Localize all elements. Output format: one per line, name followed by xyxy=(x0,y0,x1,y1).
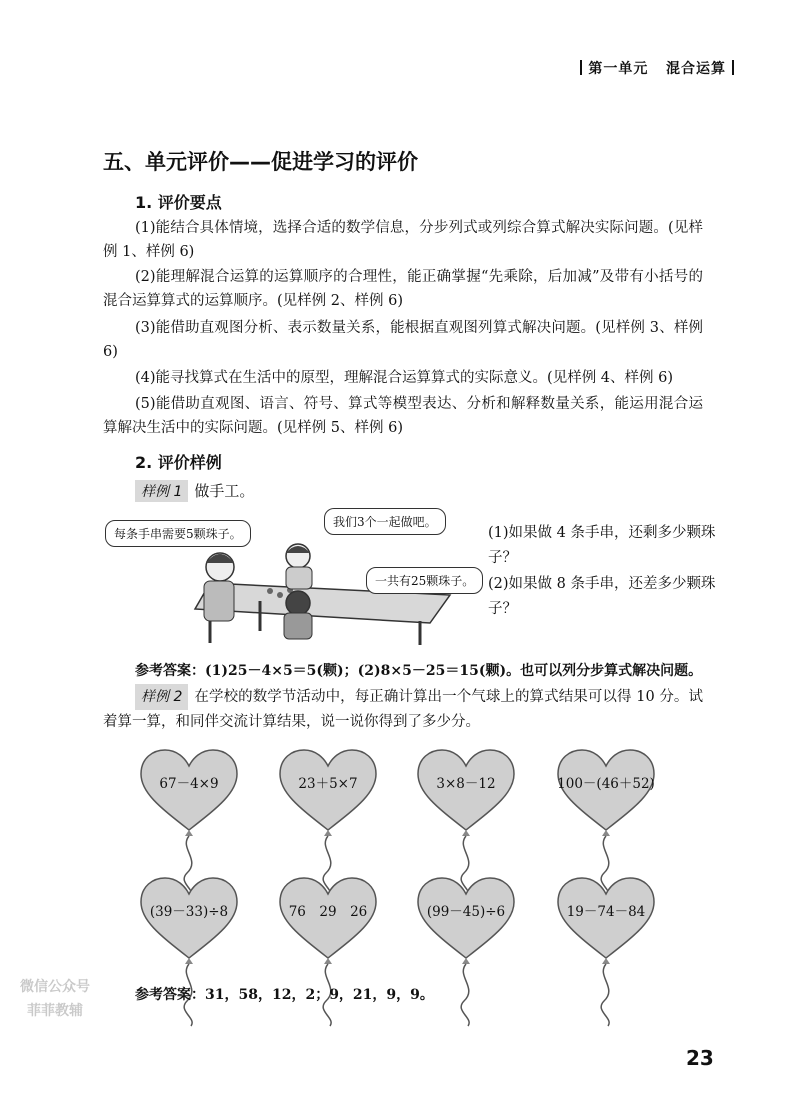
sample-1-question-2: (2)如果做 8 条手串，还差多少颗珠子？ xyxy=(488,576,716,617)
sample-1-text: 做手工。 xyxy=(194,482,255,500)
header-bar-left xyxy=(580,60,582,75)
balloon-expression: (39－33)÷8 xyxy=(149,904,229,920)
balloon-expression: 100－(46＋52) xyxy=(557,776,655,792)
balloon-expression: 23＋5×7 xyxy=(298,776,358,792)
point-3: (3)能借助直观图分析、表示数量关系，能根据直观图列算式解决问题。(见样例 3、样例 6) xyxy=(103,320,703,360)
sample-1-question-1: (1)如果做 4 条手串，还剩多少颗珠子？ xyxy=(488,525,716,566)
balloon-expression: 3×8－12 xyxy=(436,776,496,792)
heading-evaluation-points: 1. 评价要点 xyxy=(135,193,222,212)
page-number: 23 xyxy=(686,1046,714,1070)
sample-2-answer: 参考答案：31，58，12，2；9，21，9，9。 xyxy=(135,987,434,1003)
sample-1-tag: 样例 1 xyxy=(135,480,188,502)
header-bar-right xyxy=(732,60,734,75)
sample-1-answer: 参考答案：(1)25－4×5＝5(颗)；(2)8×5－25＝15(颗)。也可以列分步算式解决问题。 xyxy=(135,663,703,679)
balloon-7 xyxy=(416,876,516,1031)
heading-evaluation-samples: 2. 评价样例 xyxy=(135,453,222,472)
balloon-expression: 19－74－84 xyxy=(566,904,646,920)
speech-bubble-2: 我们3个一起做吧。 xyxy=(324,508,446,535)
point-4: (4)能寻找算式在生活中的原型，理解混合运算算式的实际意义。(见样例 4、样例 6) xyxy=(135,370,674,386)
point-2: (2)能理解混合运算的运算顺序的合理性，能正确掌握“先乘除，后加减”及带有小括号的混合运算算式的运算顺序。(见样例 2、样例 6) xyxy=(103,269,703,309)
watermark xyxy=(20,975,90,1023)
sample-2-tag: 样例 2 xyxy=(135,684,188,710)
balloon-expression: 76 29 26 xyxy=(288,904,368,920)
header-topic: 混合运算 xyxy=(666,61,726,77)
header-unit: 第一单元 xyxy=(588,61,649,77)
point-5: (5)能借助直观图、语言、符号、算式等模型表达、分析和解释数量关系，能运用混合运算解决生活中的实际问题。(见样例 5、样例 6) xyxy=(103,396,703,436)
balloon-6 xyxy=(278,876,378,1031)
balloon-5 xyxy=(139,876,239,1031)
balloon-expression: 67－4×9 xyxy=(159,776,219,792)
section-title: 五、单元评价——促进学习的评价 xyxy=(103,150,418,174)
running-header xyxy=(574,58,740,78)
balloon-8 xyxy=(556,876,656,1031)
sample-2-paragraph xyxy=(103,684,703,734)
speech-bubble-3: 一共有25颗珠子。 xyxy=(366,567,483,594)
speech-bubble-1: 每条手串需要5颗珠子。 xyxy=(105,520,251,547)
sample-2-text: 在学校的数学节活动中，每正确计算出一个气球上的算式结果可以得 10 分。试着算一算，和同伴交流计算结果，说一说你得到了多少分。 xyxy=(103,689,703,730)
balloon-expression: (99－45)÷6 xyxy=(426,904,506,920)
watermark-line-1: 微信公众号 xyxy=(20,979,90,995)
point-1: (1)能结合具体情境，选择合适的数学信息，分步列式或列综合算式解决实际问题。(见样例 1、样例 6) xyxy=(103,220,703,260)
watermark-line-2: 菲菲教辅 xyxy=(27,1003,83,1019)
sample-1-line xyxy=(135,480,254,502)
